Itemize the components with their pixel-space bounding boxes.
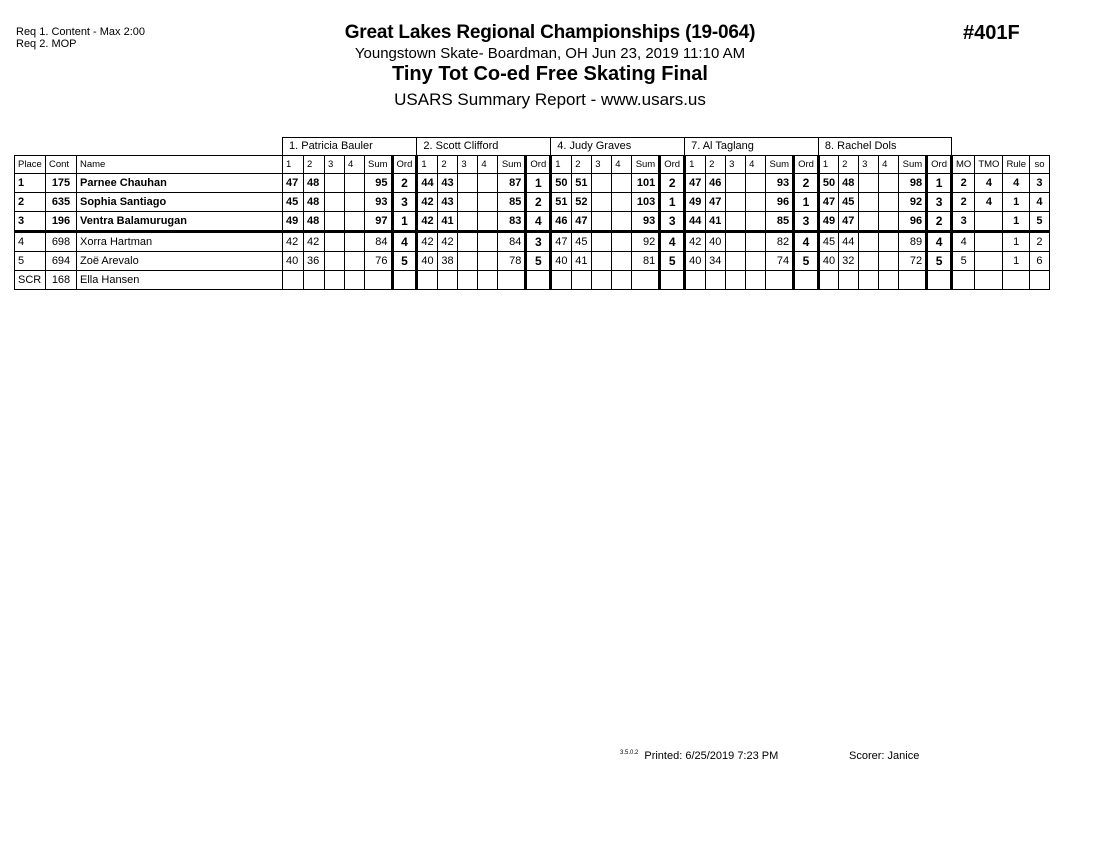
score-3 xyxy=(726,252,746,271)
score-sum: 93 xyxy=(365,193,393,212)
so-cell: 3 xyxy=(1029,174,1049,193)
so-cell xyxy=(1029,271,1049,290)
col-judge-sum: Sum xyxy=(498,156,526,174)
table-row xyxy=(15,232,1050,252)
score-1: 40 xyxy=(551,252,572,271)
score-2: 36 xyxy=(304,252,325,271)
col-judge-2: 2 xyxy=(706,156,726,174)
score-4 xyxy=(345,232,365,252)
score-3 xyxy=(859,252,879,271)
mo-cell: 5 xyxy=(952,252,975,271)
ordinal: 2 xyxy=(392,174,417,193)
score-4 xyxy=(612,252,632,271)
score-3 xyxy=(859,193,879,212)
score-1: 45 xyxy=(283,193,304,212)
score-3 xyxy=(592,252,612,271)
score-3 xyxy=(592,174,612,193)
score-2: 32 xyxy=(839,252,859,271)
score-sum: 93 xyxy=(766,174,794,193)
score-4 xyxy=(746,271,766,290)
judge-name: 7. Al Taglang xyxy=(685,138,819,156)
col-judge-2: 2 xyxy=(839,156,859,174)
col-judge-ord: Ord xyxy=(794,156,819,174)
col-judge-1: 1 xyxy=(685,156,706,174)
event-name: Tiny Tot Co-ed Free Skating Final xyxy=(392,63,708,85)
column-header-row xyxy=(15,156,1050,174)
rule-cell: 1 xyxy=(1003,252,1030,271)
skater-name: Zoë Arevalo xyxy=(77,252,283,271)
col-judge-2: 2 xyxy=(438,156,458,174)
score-4 xyxy=(879,232,899,252)
tmo-cell xyxy=(975,271,1003,290)
score-1: 49 xyxy=(818,212,838,232)
score-sum: 103 xyxy=(632,193,660,212)
score-1: 47 xyxy=(283,174,304,193)
rule-cell: 1 xyxy=(1003,212,1030,232)
rule-cell: 4 xyxy=(1003,174,1030,193)
blank-cell xyxy=(15,138,283,156)
score-sum: 93 xyxy=(632,212,660,232)
skater-name: Parnee Chauhan xyxy=(77,174,283,193)
col-cont: Cont xyxy=(46,156,77,174)
score-3 xyxy=(325,232,345,252)
ordinal: 5 xyxy=(660,252,685,271)
tmo-cell xyxy=(975,232,1003,252)
score-2: 45 xyxy=(839,193,859,212)
tmo-cell: 4 xyxy=(975,174,1003,193)
score-1 xyxy=(551,271,572,290)
score-sum: 98 xyxy=(899,174,927,193)
score-3 xyxy=(726,232,746,252)
table-row xyxy=(15,271,1050,290)
printed-info xyxy=(620,750,778,762)
score-2: 41 xyxy=(706,212,726,232)
score-sum xyxy=(766,271,794,290)
mo-cell: 2 xyxy=(952,174,975,193)
ordinal: 5 xyxy=(392,252,417,271)
so-cell: 6 xyxy=(1029,252,1049,271)
col-place: Place xyxy=(15,156,46,174)
score-4 xyxy=(746,232,766,252)
ordinal xyxy=(927,271,952,290)
score-2 xyxy=(572,271,592,290)
col-judge-4: 4 xyxy=(746,156,766,174)
score-2 xyxy=(839,271,859,290)
score-1: 49 xyxy=(283,212,304,232)
rule-cell: 1 xyxy=(1003,193,1030,212)
mo-cell: 4 xyxy=(952,232,975,252)
score-2: 43 xyxy=(438,193,458,212)
col-judge-ord: Ord xyxy=(392,156,417,174)
score-3 xyxy=(859,212,879,232)
score-4 xyxy=(345,271,365,290)
score-1: 49 xyxy=(685,193,706,212)
score-3 xyxy=(458,271,478,290)
score-4 xyxy=(345,174,365,193)
ordinal: 4 xyxy=(392,232,417,252)
ordinal: 5 xyxy=(526,252,551,271)
place-cell: SCR xyxy=(15,271,46,290)
score-sum: 84 xyxy=(498,232,526,252)
ordinal: 5 xyxy=(794,252,819,271)
place-cell: 4 xyxy=(15,232,46,252)
score-3 xyxy=(325,271,345,290)
score-2: 48 xyxy=(304,174,325,193)
contestant-number: 694 xyxy=(46,252,77,271)
score-2: 48 xyxy=(304,193,325,212)
score-3 xyxy=(592,232,612,252)
ordinal: 3 xyxy=(526,232,551,252)
so-cell: 4 xyxy=(1029,193,1049,212)
score-1: 50 xyxy=(551,174,572,193)
score-1 xyxy=(818,271,838,290)
score-4 xyxy=(746,212,766,232)
score-2: 38 xyxy=(438,252,458,271)
contestant-number: 175 xyxy=(46,174,77,193)
col-judge-sum: Sum xyxy=(365,156,393,174)
ordinal: 4 xyxy=(660,232,685,252)
score-sum: 96 xyxy=(766,193,794,212)
table-row xyxy=(15,252,1050,271)
score-4 xyxy=(746,193,766,212)
ordinal: 4 xyxy=(794,232,819,252)
ordinal xyxy=(526,271,551,290)
contestant-number: 698 xyxy=(46,232,77,252)
skater-name: Sophia Santiago xyxy=(77,193,283,212)
results-table xyxy=(14,137,1050,290)
score-4 xyxy=(345,193,365,212)
score-4 xyxy=(478,212,498,232)
version-code: 3.5.0.2 xyxy=(620,750,639,756)
ordinal: 1 xyxy=(526,174,551,193)
score-2: 47 xyxy=(572,212,592,232)
blank-cell xyxy=(952,138,1050,156)
col-judge-ord: Ord xyxy=(927,156,952,174)
score-1: 47 xyxy=(551,232,572,252)
col-judge-4: 4 xyxy=(612,156,632,174)
score-3 xyxy=(458,232,478,252)
score-3 xyxy=(726,193,746,212)
ordinal: 2 xyxy=(526,193,551,212)
score-sum: 89 xyxy=(899,232,927,252)
requirement-2: Req 2. MOP xyxy=(16,38,77,50)
score-1: 44 xyxy=(685,212,706,232)
col-judge-3: 3 xyxy=(592,156,612,174)
score-3 xyxy=(325,193,345,212)
score-4 xyxy=(879,193,899,212)
ordinal: 3 xyxy=(927,193,952,212)
score-3 xyxy=(458,193,478,212)
score-4 xyxy=(345,252,365,271)
score-1: 45 xyxy=(818,232,838,252)
contestant-number: 196 xyxy=(46,212,77,232)
judge-name: 2. Scott Clifford xyxy=(417,138,551,156)
score-2: 46 xyxy=(706,174,726,193)
score-sum: 83 xyxy=(498,212,526,232)
score-sum: 92 xyxy=(899,193,927,212)
tmo-cell: 4 xyxy=(975,193,1003,212)
score-2: 41 xyxy=(438,212,458,232)
score-3 xyxy=(458,174,478,193)
col-name: Name xyxy=(77,156,283,174)
score-4 xyxy=(612,174,632,193)
ordinal: 2 xyxy=(660,174,685,193)
score-2 xyxy=(304,271,325,290)
score-3 xyxy=(325,212,345,232)
score-4 xyxy=(879,212,899,232)
score-2: 51 xyxy=(572,174,592,193)
score-sum: 81 xyxy=(632,252,660,271)
contestant-number: 635 xyxy=(46,193,77,212)
col-judge-ord: Ord xyxy=(526,156,551,174)
score-sum: 78 xyxy=(498,252,526,271)
score-1: 47 xyxy=(685,174,706,193)
ordinal: 3 xyxy=(794,212,819,232)
score-1: 42 xyxy=(417,193,438,212)
tmo-cell xyxy=(975,252,1003,271)
skater-name: Ella Hansen xyxy=(77,271,283,290)
ordinal: 1 xyxy=(927,174,952,193)
mo-cell: 2 xyxy=(952,193,975,212)
score-1: 50 xyxy=(818,174,838,193)
col-mo: MO xyxy=(952,156,975,174)
col-judge-1: 1 xyxy=(818,156,838,174)
contestant-number: 168 xyxy=(46,271,77,290)
col-judge-4: 4 xyxy=(879,156,899,174)
score-2: 42 xyxy=(438,232,458,252)
judge-header-row xyxy=(15,138,1050,156)
so-cell: 2 xyxy=(1029,232,1049,252)
score-1: 42 xyxy=(417,212,438,232)
skater-name: Xorra Hartman xyxy=(77,232,283,252)
place-cell: 5 xyxy=(15,252,46,271)
score-sum xyxy=(498,271,526,290)
score-2 xyxy=(706,271,726,290)
mo-cell xyxy=(952,271,975,290)
col-judge-3: 3 xyxy=(726,156,746,174)
ordinal: 1 xyxy=(660,193,685,212)
score-2: 43 xyxy=(438,174,458,193)
event-number: #401F xyxy=(963,22,1020,44)
ordinal: 4 xyxy=(927,232,952,252)
score-sum: 101 xyxy=(632,174,660,193)
score-3 xyxy=(726,212,746,232)
score-2: 45 xyxy=(572,232,592,252)
ordinal: 5 xyxy=(927,252,952,271)
col-judge-3: 3 xyxy=(458,156,478,174)
ordinal: 1 xyxy=(392,212,417,232)
score-4 xyxy=(478,252,498,271)
score-1 xyxy=(417,271,438,290)
ordinal xyxy=(660,271,685,290)
score-2 xyxy=(438,271,458,290)
report-name: USARS Summary Report - www.usars.us xyxy=(394,90,706,109)
score-3 xyxy=(325,174,345,193)
score-4 xyxy=(478,271,498,290)
col-judge-1: 1 xyxy=(283,156,304,174)
score-sum: 85 xyxy=(498,193,526,212)
col-so: so xyxy=(1029,156,1049,174)
place-cell: 2 xyxy=(15,193,46,212)
score-4 xyxy=(478,193,498,212)
col-judge-4: 4 xyxy=(478,156,498,174)
score-3 xyxy=(859,174,879,193)
score-3 xyxy=(458,212,478,232)
score-1: 40 xyxy=(283,252,304,271)
score-1: 42 xyxy=(283,232,304,252)
col-judge-2: 2 xyxy=(304,156,325,174)
score-3 xyxy=(726,174,746,193)
score-sum: 74 xyxy=(766,252,794,271)
col-tmo: TMO xyxy=(975,156,1003,174)
ordinal: 2 xyxy=(927,212,952,232)
ordinal xyxy=(794,271,819,290)
ordinal: 4 xyxy=(526,212,551,232)
score-3 xyxy=(859,232,879,252)
mo-cell: 3 xyxy=(952,212,975,232)
score-1: 51 xyxy=(551,193,572,212)
ordinal: 3 xyxy=(392,193,417,212)
ordinal: 2 xyxy=(794,174,819,193)
score-2: 48 xyxy=(304,212,325,232)
judge-name: 1. Patricia Bauler xyxy=(283,138,417,156)
score-4 xyxy=(879,252,899,271)
score-sum xyxy=(365,271,393,290)
score-3 xyxy=(458,252,478,271)
venue-line: Youngstown Skate- Boardman, OH Jun 23, 2019 11:10 AM xyxy=(354,45,746,62)
col-judge-3: 3 xyxy=(325,156,345,174)
ordinal: 1 xyxy=(794,193,819,212)
score-4 xyxy=(478,232,498,252)
rule-cell xyxy=(1003,271,1030,290)
col-rule: Rule xyxy=(1003,156,1030,174)
score-sum: 84 xyxy=(365,232,393,252)
score-4 xyxy=(612,193,632,212)
score-1: 47 xyxy=(818,193,838,212)
score-1: 40 xyxy=(417,252,438,271)
score-2: 52 xyxy=(572,193,592,212)
score-2: 47 xyxy=(706,193,726,212)
col-judge-1: 1 xyxy=(551,156,572,174)
score-1: 46 xyxy=(551,212,572,232)
table-row xyxy=(15,193,1050,212)
score-3 xyxy=(859,271,879,290)
score-1: 40 xyxy=(818,252,838,271)
score-1: 42 xyxy=(417,232,438,252)
rule-cell: 1 xyxy=(1003,232,1030,252)
score-sum: 87 xyxy=(498,174,526,193)
score-4 xyxy=(612,232,632,252)
score-sum: 92 xyxy=(632,232,660,252)
score-sum: 72 xyxy=(899,252,927,271)
score-2: 42 xyxy=(304,232,325,252)
score-sum: 76 xyxy=(365,252,393,271)
col-judge-1: 1 xyxy=(417,156,438,174)
printed-timestamp: Printed: 6/25/2019 7:23 PM xyxy=(644,750,779,762)
judge-name: 4. Judy Graves xyxy=(551,138,685,156)
ordinal: 3 xyxy=(660,212,685,232)
skater-name: Ventra Balamurugan xyxy=(77,212,283,232)
col-judge-sum: Sum xyxy=(632,156,660,174)
judge-name: 8. Rachel Dols xyxy=(818,138,951,156)
col-judge-2: 2 xyxy=(572,156,592,174)
col-judge-sum: Sum xyxy=(766,156,794,174)
score-3 xyxy=(726,271,746,290)
score-3 xyxy=(592,212,612,232)
score-2: 44 xyxy=(839,232,859,252)
score-sum xyxy=(899,271,927,290)
score-2: 40 xyxy=(706,232,726,252)
col-judge-ord: Ord xyxy=(660,156,685,174)
score-1: 42 xyxy=(685,232,706,252)
col-judge-4: 4 xyxy=(345,156,365,174)
score-sum: 96 xyxy=(899,212,927,232)
score-sum: 97 xyxy=(365,212,393,232)
score-1: 40 xyxy=(685,252,706,271)
so-cell: 5 xyxy=(1029,212,1049,232)
tmo-cell xyxy=(975,212,1003,232)
score-2: 47 xyxy=(839,212,859,232)
score-sum: 95 xyxy=(365,174,393,193)
ordinal xyxy=(392,271,417,290)
score-4 xyxy=(612,271,632,290)
score-2: 34 xyxy=(706,252,726,271)
scorer-info: Scorer: Janice xyxy=(849,750,920,762)
score-sum xyxy=(632,271,660,290)
col-judge-3: 3 xyxy=(859,156,879,174)
score-2: 48 xyxy=(839,174,859,193)
score-3 xyxy=(592,193,612,212)
table-row xyxy=(15,174,1050,193)
score-1 xyxy=(283,271,304,290)
score-1 xyxy=(685,271,706,290)
score-4 xyxy=(478,174,498,193)
score-3 xyxy=(592,271,612,290)
page-title: Great Lakes Regional Championships (19-064) xyxy=(344,22,756,43)
score-4 xyxy=(345,212,365,232)
place-cell: 3 xyxy=(15,212,46,232)
score-4 xyxy=(746,252,766,271)
score-4 xyxy=(612,212,632,232)
place-cell: 1 xyxy=(15,174,46,193)
score-4 xyxy=(879,174,899,193)
score-sum: 85 xyxy=(766,212,794,232)
col-judge-sum: Sum xyxy=(899,156,927,174)
score-4 xyxy=(746,174,766,193)
score-4 xyxy=(879,271,899,290)
requirement-1: Req 1. Content - Max 2:00 xyxy=(16,26,146,38)
score-1: 44 xyxy=(417,174,438,193)
score-2: 41 xyxy=(572,252,592,271)
score-sum: 82 xyxy=(766,232,794,252)
table-row xyxy=(15,212,1050,232)
score-3 xyxy=(325,252,345,271)
